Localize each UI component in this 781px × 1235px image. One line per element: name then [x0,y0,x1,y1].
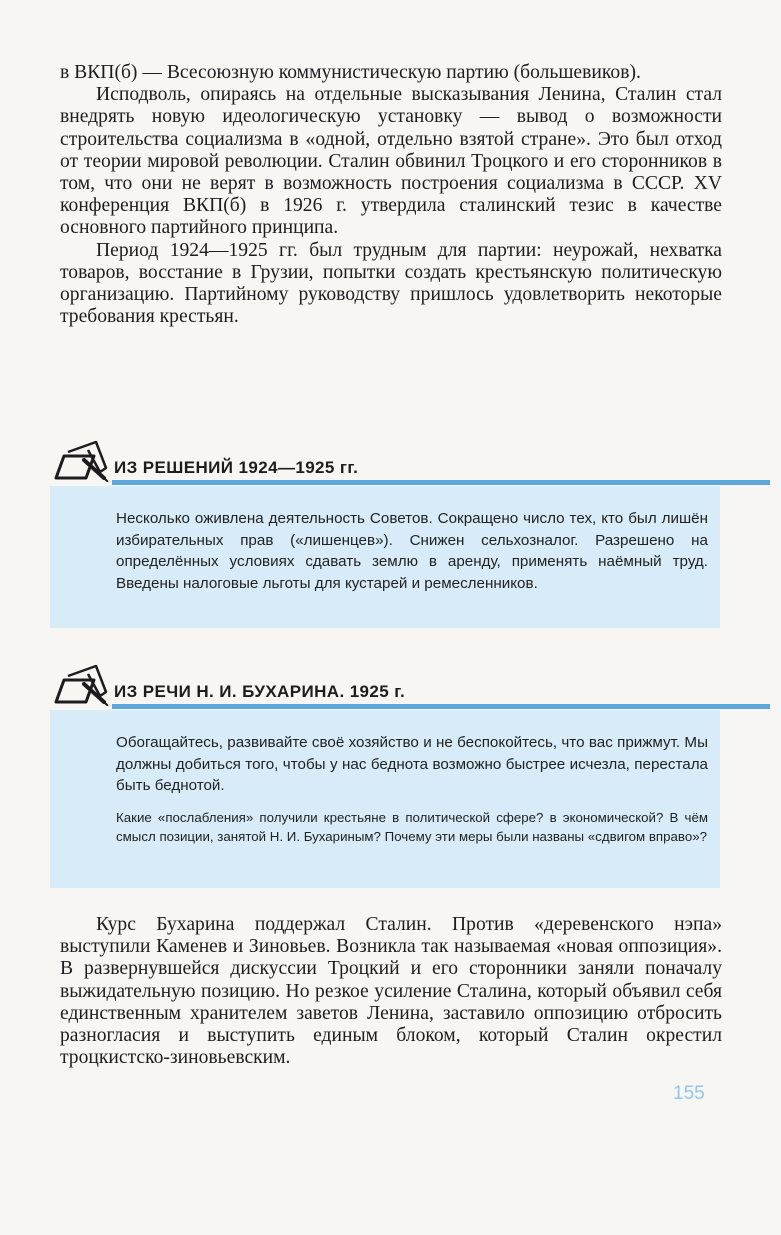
source2-header [50,662,720,710]
page-number: 155 [673,1083,705,1104]
source2-question: Какие «послабления» получили крестьяне в политической сфере? в экономической? В чём смысл позиции, занятой Н. И. Бухариным? Почему эти меры были названы «сдвигом вправо»? [116,810,708,844]
top-text-block [60,62,722,328]
source2-title: ИЗ РЕЧИ Н. И. БУХАРИНА. 1925 г. [114,682,406,701]
bottom-text-block [60,914,722,1069]
source2-text: Обогащайтесь, развивайте своё хозяйство и не беспокойтесь, что вас прижмут. Мы должны добиться того, чтобы у нас беднота возможно быстрее исчезла, перестала быть беднотой. [116,734,708,794]
paragraph-period-1924-1925: Период 1924—1925 гг. был трудным для партии: неурожай, нехватка товаров, восстание в Грузии, попытки создать крестьянскую политическую организацию. Партийному руководству пришлось удовлетворить некоторые требования крестьян. [60,239,722,328]
paragraph-bukharin-course: Курс Бухарина поддержал Сталин. Против «деревенского нэпа» выступили Каменев и Зиновьев. Возникла так называемая «новая оппозиция». В развернувшейся дискуссии Троцкий и его сторонники заняли поначалу выжидательную позицию. Но резкое усиление Сталина, который объявил себя единственным хранителем заветов Ленина, заставило оппозицию отбросить разногласия и выступить единым блоком, который Сталин окрестил троцкистско-зиновьевским. [60,914,722,1069]
paragraph-socialism-one-country: Исподволь, опираясь на отдельные высказывания Ленина, Сталин стал внедрять новую идеологическую установку — вывод о возможности строительства социализма в «одной, отдельно взятой стране». Это был отход от теории мировой революции. Сталин обвинил Троцкого и его сторонников в том, что они не верят в возможность построения социализма в СССР. XV конференция ВКП(б) в 1926 г. утвердила сталинский тезис в качестве основного партийного принципа. [60,84,722,239]
source1-title: ИЗ РЕШЕНИЙ 1924—1925 гг. [114,458,359,477]
source1-divider [112,480,770,485]
paragraph-vkpb: в ВКП(б) — Всесоюзную коммунистическую партию (большевиков). [60,62,641,83]
source2-box [50,710,720,888]
pen-writing-icon [50,438,112,482]
source2-divider [112,704,770,709]
source1-header [50,438,720,486]
source1-box [50,486,720,628]
pen-writing-icon [50,662,112,706]
source1-text: Несколько оживлена деятельность Советов. Сокращено число тех, кто был лишён избирательных прав («лишенцев»). Снижен сельхозналог. Разрешено на определённых условиях сдавать землю в аренду, применять наёмный труд. Введены налоговые льготы для кустарей и ремесленников. [116,510,708,592]
